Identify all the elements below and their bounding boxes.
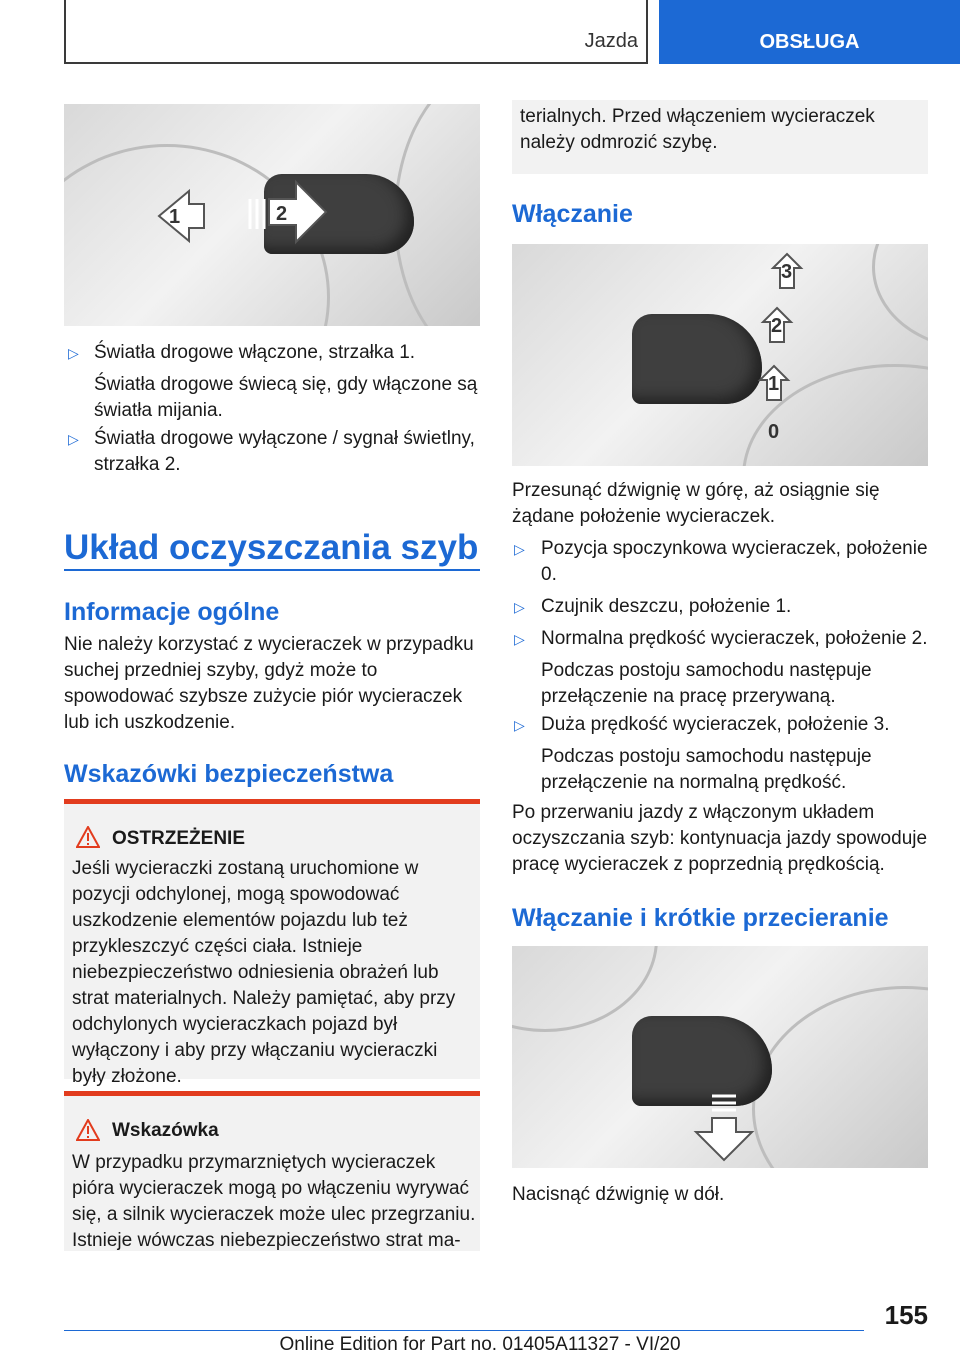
paragraph: Przesunąć dźwignię w górę, aż osiągnie się żądane położenie wycieraczek. xyxy=(512,480,880,527)
arrow-label-2: 2 xyxy=(276,203,288,225)
pos-label-1: 1 xyxy=(768,373,780,395)
paragraph: Po przerwaniu jazdy z włączonym układem oczyszczania szyb: kontynuacja jazdy spowoduje pracę wycieraczek z poprzednią prędkością. xyxy=(512,802,928,875)
figure-wiper-flick xyxy=(512,946,928,1168)
list-item-note: Podczas postoju samochodu następuje przełączenie na normalną prędkość. xyxy=(541,746,872,793)
note-text-continued: terialnych. Przed włączeniem wycieraczek należy odmrozić szybę. xyxy=(520,106,875,153)
list-item: Duża prędkość wycieraczek, położenie 3. xyxy=(541,714,890,735)
position-diagram xyxy=(512,244,928,466)
figure-wiper-stalk-positions xyxy=(512,244,928,466)
warning-text: Jeśli wycieraczki zostaną uruchomione w pozycji odchylonej, mogą spowodować uszkodzenie elementów pojazdu lub też przykleszczyć części ciała. Istnieje niebezpieczeństwo odniesienia obrażeń lub strat materialnych. Należy pamiętać, aby przy odchylonych wycieraczkach pojazd był wyłączony i aby przy włączaniu wycieraczki były złożone. xyxy=(72,858,456,1087)
note-text: W przypadku przymarzniętych wycieraczek pióra wycieraczek mogą po włączeniu wyrywać się, a silnik wycieraczek może ulec przegrzaniu. Istnieje wówczas niebezpieczeństwo strat ma- xyxy=(72,1152,476,1251)
press-down-arrow xyxy=(512,946,928,1168)
list-item: Czujnik deszczu, położenie 1. xyxy=(541,596,792,617)
list-item: Światła drogowe włączone, strzałka 1. xyxy=(94,342,416,363)
bullet-icon: ▷ xyxy=(68,345,79,361)
paragraph: Nacisnąć dźwignię w dół. xyxy=(512,1184,725,1205)
subsection-title: Włączanie i krótkie przecieranie xyxy=(512,904,889,932)
list-item: Światła drogowe wyłączone / sygnał świetlny, strzałka 2. xyxy=(94,428,475,475)
figure-light-stalk xyxy=(64,104,480,326)
warning-title: OSTRZEŻENIE xyxy=(112,828,246,849)
section-rule xyxy=(64,569,480,571)
footer-edition: Online Edition for Part no. 01405A11327 - VI/20 xyxy=(279,1334,681,1355)
list-item: Pozycja spoczynkowa wycieraczek, położenie 0. xyxy=(541,538,928,585)
paragraph: Nie należy korzystać z wycieraczek w przypadku suchej przedniej szyby, gdyż może to spowodować szybsze zużycie piór wycieraczek lub ich uszkodzenie. xyxy=(64,634,474,733)
list-item-note: Światła drogowe świecą się, gdy włączone są światła mijania. xyxy=(94,374,478,421)
arrow-label-1: 1 xyxy=(169,206,181,228)
subsection-title: Wskazówki bezpieczeństwa xyxy=(64,760,394,788)
warning-triangle-icon xyxy=(76,826,100,848)
section-title: Układ oczyszczania szyb xyxy=(64,528,479,567)
bullet-icon: ▷ xyxy=(68,431,79,447)
bullet-icon: ▷ xyxy=(514,599,525,615)
pos-label-2: 2 xyxy=(771,315,783,337)
list-item: Normalna prędkość wycieraczek, położenie 2. xyxy=(541,628,928,649)
footer-rule xyxy=(64,1330,864,1331)
bullet-icon: ▷ xyxy=(514,631,525,647)
note-title: Wskazówka xyxy=(112,1120,219,1141)
pos-label-3: 3 xyxy=(781,261,793,283)
bullet-icon: ▷ xyxy=(514,717,525,733)
arrow-1-shape xyxy=(159,191,204,241)
subsection-title: Włączanie xyxy=(512,200,633,228)
list-item-note: Podczas postoju samochodu następuje przełączenie na pracę przerywaną. xyxy=(541,660,872,707)
subsection-title: Informacje ogólne xyxy=(64,598,280,626)
arrow-diagram xyxy=(64,104,480,326)
header-section: Jazda xyxy=(584,30,638,52)
page-number: 155 xyxy=(884,1300,928,1330)
pos-label-0: 0 xyxy=(768,421,780,443)
header-tab: OBSŁUGA xyxy=(659,0,960,64)
warning-triangle-icon xyxy=(76,1119,100,1141)
bullet-icon: ▷ xyxy=(514,541,525,557)
